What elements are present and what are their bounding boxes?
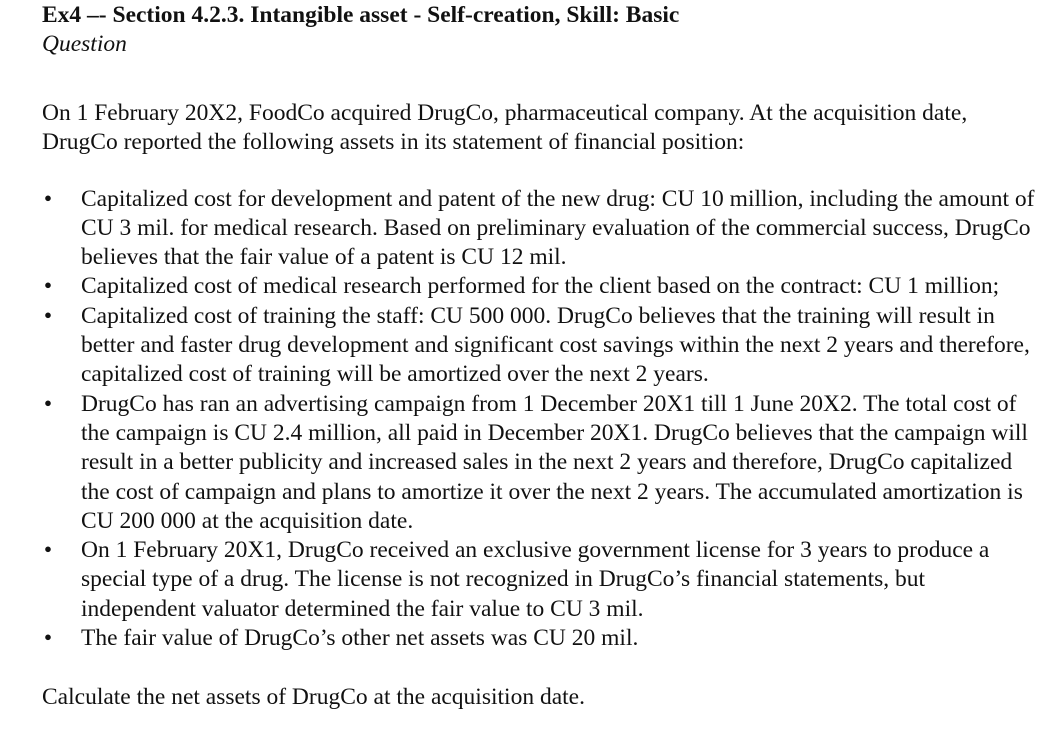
- list-item-text: Capitalized cost of training the staff: CU 500 000. DrugCo believes that the training will result in better and faster drug development and significant cost savings within the next 2 years and therefore, capitalized cost of training will be amortized over the next 2 years.: [81, 302, 1030, 388]
- bullet-icon: •: [43, 185, 53, 212]
- asset-list: [42, 185, 1042, 654]
- list-item: [42, 624, 1041, 653]
- list-item: [42, 185, 1041, 273]
- bullet-icon: •: [43, 390, 53, 417]
- document-page: [42, 0, 1042, 712]
- bullet-icon: •: [43, 625, 53, 652]
- list-item-text: Capitalized cost for development and patent of the new drug: CU 10 million, including the amount of CU 3 mil. for medical research. Based on preliminary evaluation of the commercial success, DrugCo believes that the fair value of a patent is CU 12 mil.: [81, 185, 1035, 271]
- question-subheading: Question: [42, 31, 127, 57]
- task-instruction: Calculate the net assets of DrugCo at the acquisition date.: [42, 684, 585, 711]
- bullet-icon: •: [43, 273, 53, 300]
- list-item-text: The fair value of DrugCo’s other net assets was CU 20 mil.: [81, 625, 639, 652]
- list-item-text: On 1 February 20X1, DrugCo received an exclusive government license for 3 years to produce a special type of a drug. The license is not recognized in DrugCo’s financial statements, but independent valuator determined the fair value to CU 3 mil.: [81, 537, 990, 622]
- list-item: [42, 390, 1041, 536]
- exercise-heading: Ex4 –- Section 4.2.3. Intangible asset - Self-creation, Skill: Basic: [42, 2, 680, 28]
- list-item-text: DrugCo has ran an advertising campaign from 1 December 20X1 till 1 June 20X2. The total cost of the campaign is CU 2.4 million, all paid in December 20X1. DrugCo believes that the campaign will result in a better publicity and increased sales in the next 2 years and therefore, DrugCo capitalized the cost of campaign and plans to amortize it over the next 2 years. The accumulated amortization is CU 200 000 at the acquisition date.: [81, 390, 1028, 534]
- list-item-text: Capitalized cost of medical research performed for the client based on the contract: CU 1 million;: [81, 273, 1000, 300]
- list-item: [42, 272, 1041, 301]
- list-item: [42, 536, 1041, 624]
- intro-paragraph: On 1 February 20X2, FoodCo acquired DrugCo, pharmaceutical company. At the acquisition date, DrugCo reported the following assets in its statement of financial position:: [42, 100, 968, 156]
- bullet-icon: •: [43, 537, 53, 564]
- list-item: [42, 302, 1041, 390]
- bullet-icon: •: [43, 302, 53, 329]
